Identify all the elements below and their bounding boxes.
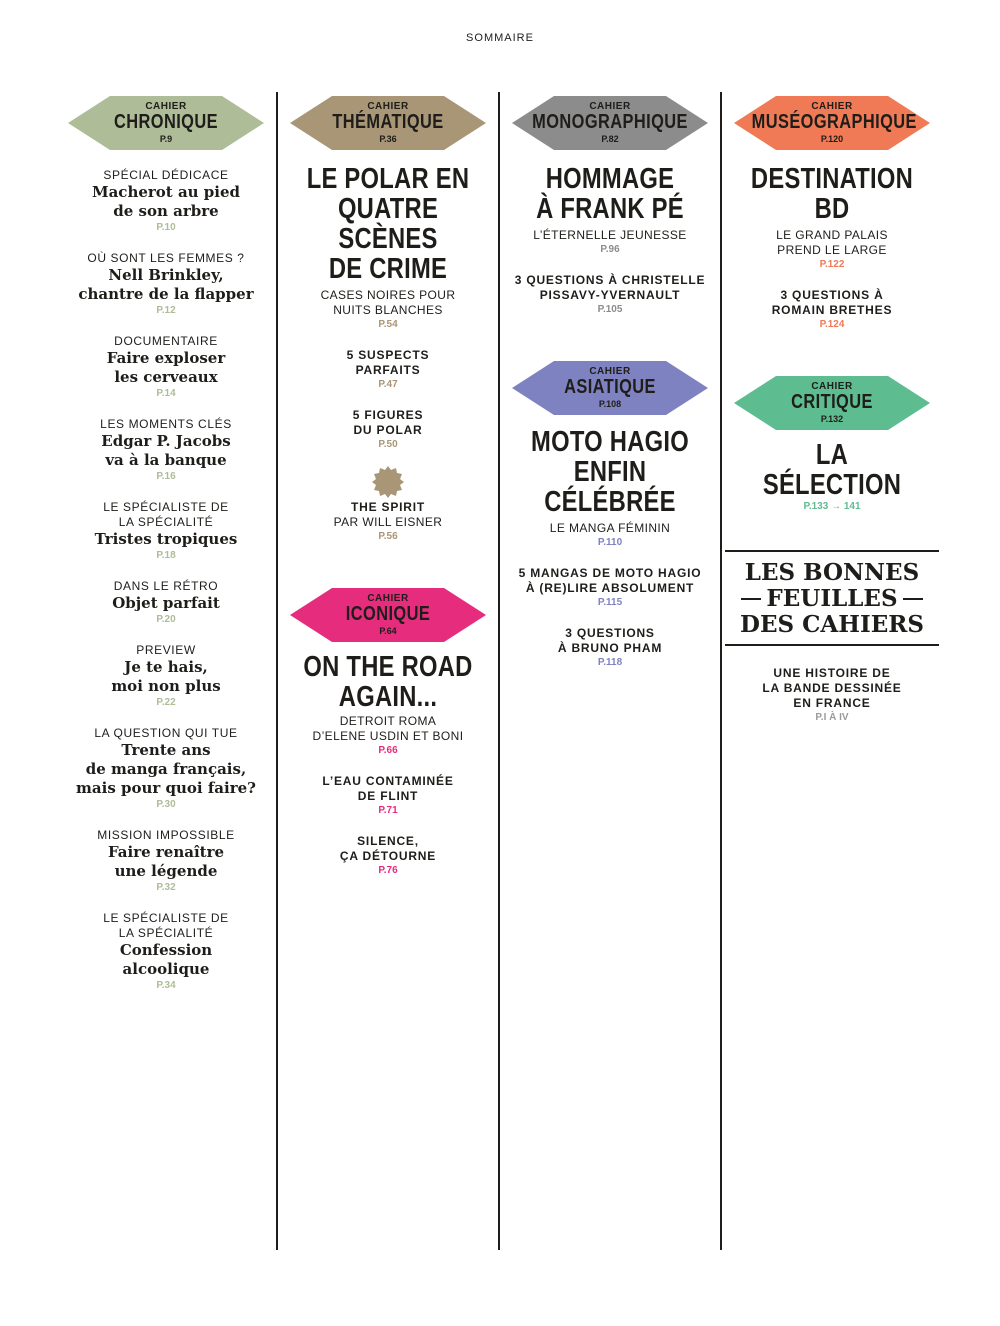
page-number: P.14	[156, 388, 176, 399]
article-item[interactable]	[59, 334, 273, 401]
badge-cahier-label: CAHIER	[811, 101, 853, 112]
lead-subtitle: LE MANGA FÉMININ	[549, 521, 671, 535]
lead-article[interactable]	[503, 427, 717, 550]
page-number: P.96	[600, 244, 620, 255]
cahier-badge-museographique[interactable]	[734, 96, 930, 150]
article-kicker: MISSION IMPOSSIBLE	[97, 828, 235, 842]
badge-page: P.64	[379, 626, 397, 636]
page-number: P.110	[597, 537, 623, 548]
page-number: P.30	[156, 799, 176, 810]
cahier-badge-chronique[interactable]	[68, 96, 264, 150]
article-item[interactable]: UNE HISTOIRE DE LA BANDE DESSINÉE EN FRANCE P.I À IV	[725, 666, 939, 725]
badge-page: P.132	[820, 414, 844, 424]
lead-subtitle: CASES NOIRES POUR NUITS BLANCHES	[320, 288, 456, 317]
article-item[interactable]	[59, 251, 273, 318]
column-museographique	[725, 96, 939, 725]
badge-page: P.120	[820, 134, 844, 144]
article-kicker: LA QUESTION QUI TUE	[94, 726, 238, 740]
badge-cahier-label: CAHIER	[145, 101, 187, 112]
article-title: Objet parfait	[112, 594, 220, 612]
article-item[interactable]: L’EAU CONTAMINÉE DE FLINT P.71	[281, 774, 495, 818]
badge-name: CHRONIQUE	[114, 111, 218, 133]
page-number: P.105	[597, 304, 623, 315]
article-list	[59, 168, 273, 993]
page-number: P.12	[156, 305, 176, 316]
lead-title: LA SÉLECTION	[762, 439, 902, 501]
badge-page: P.9	[159, 134, 173, 144]
column-thematique	[281, 96, 495, 878]
cahier-badge-asiatique[interactable]	[512, 361, 708, 415]
badge-page: P.82	[601, 134, 619, 144]
page-number: P.76	[378, 865, 398, 876]
page-number: P.71	[378, 805, 398, 816]
page-number: P.118	[597, 657, 623, 668]
lead-subtitle: LE GRAND PALAIS PREND LE LARGE	[776, 228, 888, 257]
cahier-badge-iconique[interactable]	[290, 588, 486, 642]
badge-cahier-label: CAHIER	[367, 101, 409, 112]
column-chronique	[59, 96, 273, 993]
badge-name: ICONIQUE	[345, 603, 431, 625]
page-number: P.133 → 141	[803, 501, 861, 512]
article-item[interactable]: THE SPIRIT PAR WILL EISNER P.56	[281, 500, 495, 544]
lead-article[interactable]	[725, 164, 939, 272]
cahier-badge-thematique[interactable]	[290, 96, 486, 150]
column-divider	[276, 92, 278, 1250]
bonnes-feuilles-title[interactable]: LES BONNES FEUILLES DES CAHIERS	[725, 550, 939, 646]
article-title: Faire renaître une légende	[107, 843, 225, 880]
page-number: P.47	[378, 379, 398, 390]
article-item[interactable]: SILENCE, ÇA DÉTOURNE P.76	[281, 834, 495, 878]
page-number: P.54	[378, 319, 398, 330]
lead-title: LE POLAR EN QUATRE SCÈNES DE CRIME	[306, 163, 470, 285]
page-number: P.122	[819, 259, 845, 270]
lead-article[interactable]	[725, 440, 939, 514]
page-number: P.56	[378, 531, 398, 542]
article-kicker: DOCUMENTAIRE	[114, 334, 218, 348]
article-item[interactable]	[59, 500, 273, 563]
article-item[interactable]: 5 MANGAS DE MOTO HAGIO À (RE)LIRE ABSOLUMENT P.115	[503, 566, 717, 610]
article-title: Je te hais, moi non plus	[111, 658, 221, 695]
badge-name: THÉMATIQUE	[332, 111, 444, 133]
page-number: P.10	[156, 222, 176, 233]
lead-subtitle: L’ÉTERNELLE JEUNESSE	[533, 228, 687, 242]
article-item[interactable]: 3 QUESTIONS À BRUNO PHAM P.118	[503, 626, 717, 670]
lead-subtitle: DETROIT ROMA D’ELENE USDIN ET BONI	[312, 714, 464, 743]
article-title: Faire exploser les cerveaux	[106, 349, 226, 386]
article-kicker: OÙ SONT LES FEMMES ?	[87, 251, 245, 265]
page-number: P.22	[156, 697, 176, 708]
article-item[interactable]: 5 FIGURES DU POLAR P.50	[281, 408, 495, 452]
badge-cahier-label: CAHIER	[811, 381, 853, 392]
page-number: P.20	[156, 614, 176, 625]
badge-page: P.36	[379, 134, 397, 144]
article-item[interactable]	[59, 726, 273, 812]
article-item[interactable]: 3 QUESTIONS À ROMAIN BRETHES P.124	[725, 288, 939, 332]
lead-article[interactable]	[503, 164, 717, 257]
article-title: Edgar P. Jacobs va à la banque	[101, 432, 231, 469]
page-number: P.16	[156, 471, 176, 482]
page-number: P.18	[156, 550, 176, 561]
badge-cahier-label: CAHIER	[589, 366, 631, 377]
article-title: Confession alcoolique	[119, 941, 213, 978]
lead-article[interactable]	[281, 164, 495, 332]
article-title: Trente ans de manga français, mais pour quoi faire?	[76, 741, 256, 797]
page-number: P.34	[156, 980, 176, 991]
page-number: P.50	[378, 439, 398, 450]
lead-title: ON THE ROAD AGAIN...	[303, 651, 473, 713]
lead-title: HOMMAGE À FRANK PÉ	[536, 163, 684, 225]
article-kicker: DANS LE RÉTRO	[113, 579, 219, 593]
badge-name: MUSÉOGRAPHIQUE	[751, 111, 917, 133]
article-item[interactable]: 3 QUESTIONS À CHRISTELLE PISSAVY-YVERNAULT P.105	[503, 273, 717, 317]
article-kicker: LES MOMENTS CLÉS	[100, 417, 232, 431]
article-item[interactable]	[59, 911, 273, 993]
article-kicker: PREVIEW	[136, 643, 196, 657]
article-item[interactable]: 5 SUSPECTS PARFAITS P.47	[281, 348, 495, 392]
column-monographique	[503, 96, 717, 670]
article-title: Nell Brinkley, chantre de la flapper	[78, 266, 254, 303]
page-number: P.32	[156, 882, 176, 893]
article-item[interactable]	[59, 579, 273, 627]
page-header: SOMMAIRE	[466, 32, 534, 44]
article-title: Macherot au pied de son arbre	[91, 183, 241, 220]
lead-article[interactable]	[281, 652, 495, 758]
page-number: P.I À IV	[815, 712, 849, 723]
article-item[interactable]	[59, 828, 273, 895]
page-number: P.124	[819, 319, 845, 330]
article-kicker: LE SPÉCIALISTE DE LA SPÉCIALITÉ	[103, 500, 229, 529]
page-number: P.66	[378, 745, 398, 756]
badge-name: CRITIQUE	[791, 391, 873, 413]
lead-title: DESTINATION BD	[750, 163, 914, 225]
badge-name: ASIATIQUE	[564, 376, 656, 398]
bd-icon	[372, 466, 404, 498]
badge-cahier-label: CAHIER	[589, 101, 631, 112]
article-item[interactable]	[59, 417, 273, 484]
column-divider	[720, 92, 722, 1250]
article-title: Tristes tropiques	[94, 530, 238, 548]
lead-title: MOTO HAGIO ENFIN CÉLÉBRÉE	[531, 426, 689, 518]
article-item[interactable]	[59, 168, 273, 235]
badge-name: MONOGRAPHIQUE	[532, 111, 688, 133]
cahier-badge-monographique[interactable]	[512, 96, 708, 150]
badge-page: P.108	[598, 399, 622, 409]
article-kicker: LE SPÉCIALISTE DE LA SPÉCIALITÉ	[103, 911, 229, 940]
cahier-badge-critique[interactable]	[734, 376, 930, 430]
badge-cahier-label: CAHIER	[367, 593, 409, 604]
page-number: P.115	[597, 597, 623, 608]
article-item[interactable]	[59, 643, 273, 710]
column-divider	[498, 92, 500, 1250]
article-kicker: SPÉCIAL DÉDICACE	[103, 168, 229, 182]
